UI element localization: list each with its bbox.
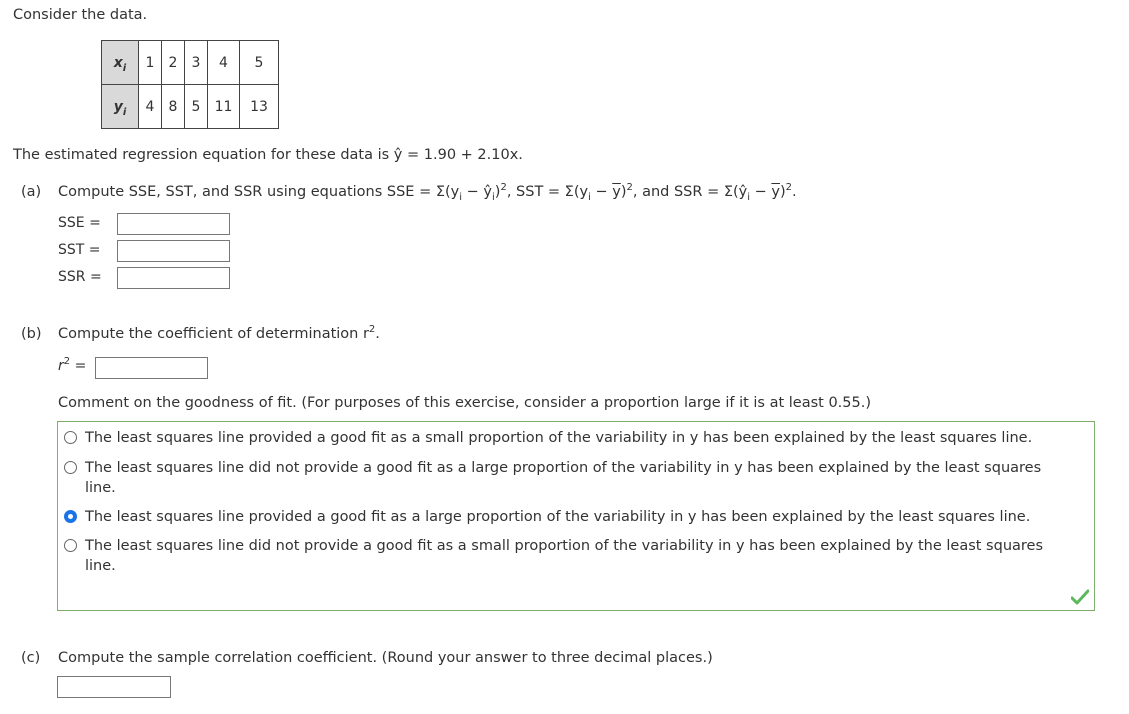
part-a-prompt: Compute SSE, SST, and SSR using equations SSE = $\Sigma(y_i$ − $ŷ_i)^2$, SST = $\Sigma(y_i - \overline{y})^2$, and SSR = $\Sigma(ŷ_i - \overline{y})^2$. [58, 182, 797, 203]
radio-button[interactable] [64, 431, 77, 444]
x-cell: 2 [162, 41, 185, 85]
radio-button[interactable] [64, 461, 77, 474]
part-a-letter: (a) [21, 184, 42, 200]
x-cell: 4 [208, 41, 240, 85]
y-cell: 5 [185, 85, 208, 129]
sse-input[interactable] [117, 213, 230, 235]
intro-text: Consider the data. [13, 7, 148, 23]
choice-text: The least squares line provided a good fit as a large proportion of the variability in y has been explained by the least squares line. [85, 509, 1031, 525]
sst-input[interactable] [117, 240, 230, 262]
x-cell: 3 [185, 41, 208, 85]
part-c-prompt: Compute the sample correlation coefficient. (Round your answer to three decimal places.) [58, 650, 713, 666]
choice-text: The least squares line did not provide a good fit as a large proportion of the variability in y has been explained by the least squares line. [85, 460, 1042, 496]
part-b-letter: (b) [21, 326, 42, 342]
radio-button[interactable] [64, 539, 77, 552]
correlation-input[interactable] [57, 676, 171, 698]
table-row-x [102, 41, 279, 85]
checkmark-icon [1071, 589, 1089, 605]
x-header: $x_i$ [102, 41, 139, 85]
r2-input[interactable] [95, 357, 208, 379]
y-cell: 11 [208, 85, 240, 129]
ssr-label: SSR = [58, 269, 102, 285]
x-cell: 5 [240, 41, 279, 85]
answer-choices [57, 421, 1095, 611]
sse-label: SSE = [58, 215, 101, 231]
part-c-letter: (c) [21, 650, 41, 666]
regression-equation-text: The estimated regression equation for these data is ŷ = 1.90 + 2.10x. [13, 147, 523, 163]
y-header: $y_i$ [102, 85, 139, 129]
ssr-input[interactable] [117, 267, 230, 289]
table-row-y [102, 85, 279, 129]
y-cell: 8 [162, 85, 185, 129]
r2-label: $r^2$ = [58, 356, 87, 374]
choice-text: The least squares line did not provide a good fit as a small proportion of the variability in y has been explained by the least squares line. [85, 538, 1044, 574]
choice-text: The least squares line provided a good fit as a small proportion of the variability in y has been explained by the least squares line. [85, 430, 1033, 446]
part-b-prompt: Compute the coefficient of determination $r^2$. [58, 324, 380, 342]
y-cell: 13 [240, 85, 279, 129]
goodness-of-fit-comment: Comment on the goodness of fit. (For purposes of this exercise, consider a proportion large if it is at least 0.55.) [58, 395, 872, 411]
radio-button-selected[interactable] [64, 510, 77, 523]
y-cell: 4 [139, 85, 162, 129]
x-cell: 1 [139, 41, 162, 85]
sst-label: SST = [58, 242, 101, 258]
data-table [101, 40, 279, 129]
